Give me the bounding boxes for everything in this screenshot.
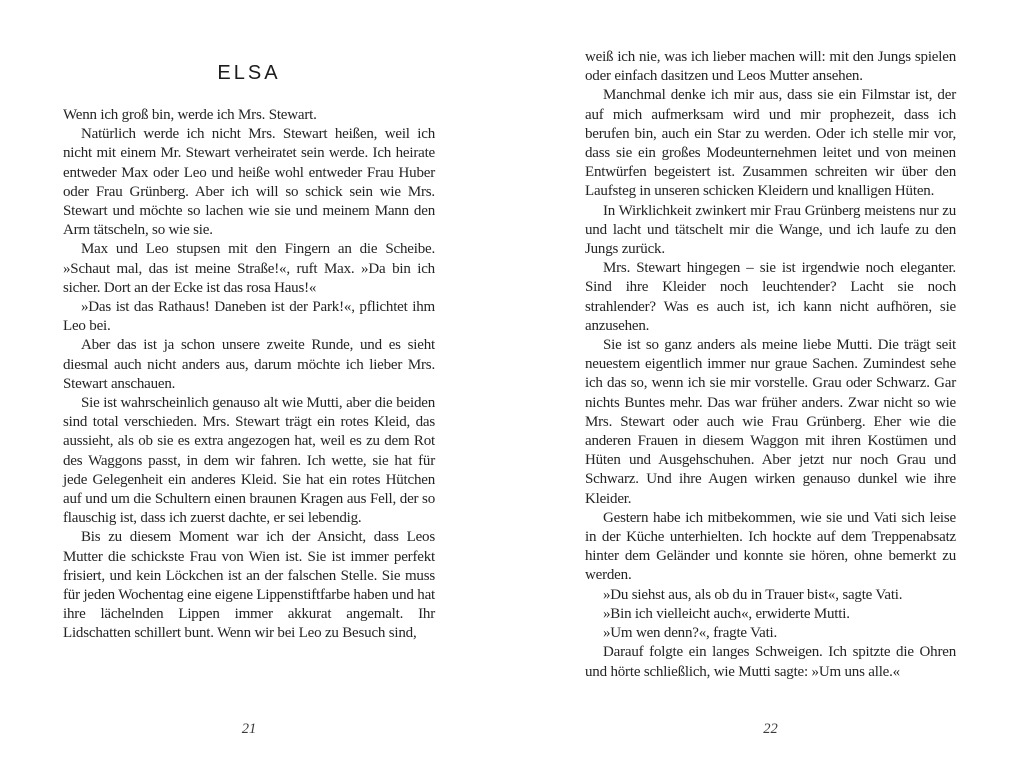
paragraph: In Wirklichkeit zwinkert mir Frau Grünberg meistens nur zu und lacht und tätschelt mir die Wange, und ich laufe zu den Jungs zurück. [585, 202, 956, 258]
paragraph: Manchmal denke ich mir aus, dass sie ein Filmstar ist, der auf mich aufmerksam wird und mir prophezeit, dass ich berufen bin, auch ein Star zu werden. Oder ich stelle mir vor, dass sie ein großes Modeunternehmen leitet und von meinen Entwürfen begeistert ist. Zusammen schreiten wir über den Laufsteg in unseren schicken Kleidern und knalligen Hüten. [585, 87, 956, 200]
paragraph: Natürlich werde ich nicht Mrs. Stewart heißen, weil ich nicht mit einem Mr. Stewart verheiratet sein werde. Ich heirate entweder Max oder Leo und heiße wohl entweder Frau Huber oder Frau Grünberg. Aber ich will so schick sein wie Mrs. Stewart und möchte so lachen wie sie und meinem Mann den Arm tätscheln, so wie sie. [63, 126, 435, 239]
paragraph: Mrs. Stewart hingegen – sie ist irgendwie noch eleganter. Sind ihre Kleider noch leuchtender? Lacht sie noch strahlender? Was es auch ist, ich kann nicht aufhören, sie anzusehen. [585, 260, 956, 334]
paragraph: Gestern habe ich mitbekommen, wie sie und Vati sich leise in der Küche unterhielten. Ich hockte auf dem Treppenabsatz hinter dem Geländer und konnte sie hören, ohne bemerkt zu werden. [585, 509, 956, 584]
paragraph: Sie ist so ganz anders als meine liebe Mutti. Die trägt seit neuestem eigentlich immer nur graue Sachen. Zumindest sehe ich das so, wenn ich sie mir vorstelle. Grau oder Schwarz. Gar nichts Buntes mehr. Das war früher anders. Zwar nicht so wie Mrs. Stewart oder auch wie Frau Grünberg. Eher wie die anderen Frauen in diesem Waggon mit ihren Kostümen und Hüten und Ausgehschuhen. Aber jetzt nur noch Grau und Schwarz. Und ihre Augen wirken genauso dunkel wie ihre Kleider. [585, 337, 956, 507]
page-left-body [63, 106, 435, 644]
paragraph: »Um wen denn?«, fragte Vati. [603, 625, 778, 642]
paragraph: »Bin ich vielleicht auch«, erwiderte Mutti. [603, 605, 850, 622]
page-right-body [585, 48, 956, 682]
paragraph: Max und Leo stupsen mit den Fingern an die Scheibe. »Schaut mal, das ist meine Straße!«, ruft Max. »Da bin ich sicher. Dort an der Ecke ist das rosa Haus!« [63, 241, 435, 296]
page-number-left: 21 [241, 721, 257, 737]
paragraph: Darauf folgte ein langes Schweigen. Ich spitzte die Ohren und hörte schließlich, wie Mutti sagte: »Um uns alle.« [585, 644, 956, 680]
paragraph: Aber das ist ja schon unsere zweite Runde, und es sieht diesmal auch nicht anders aus, darum möchte ich lieber Mrs. Stewart anschauen. [63, 337, 435, 392]
page-left [63, 0, 435, 775]
page-right [585, 0, 956, 775]
chapter-heading: ELSA [217, 62, 281, 84]
paragraph: Wenn ich groß bin, werde ich Mrs. Stewart. [63, 107, 317, 123]
paragraph: »Du siehst aus, als ob du in Trauer bist«, sagte Vati. [603, 586, 903, 603]
paragraph: weiß ich nie, was ich lieber machen will: mit den Jungs spielen oder einfach dasitzen und Leos Mutter ansehen. [585, 49, 956, 85]
page-number-right: 22 [763, 721, 778, 737]
paragraph: »Das ist das Rathaus! Daneben ist der Park!«, pflichtet ihm Leo bei. [63, 299, 435, 335]
paragraph: Bis zu diesem Moment war ich der Ansicht, dass Leos Mutter die schickste Frau von Wien ist. Sie ist immer perfekt frisiert, und kein Löckchen ist an der falschen Stelle. Sie muss für jeden Wochentag eine eigene Lippenstiftfarbe haben und hat ihre lächelnden Lippen immer akkurat angemalt. Ihr Lidschatten schillert bunt. Wenn wir bei Leo zu Besuch sind, [63, 529, 435, 642]
paragraph: Sie ist wahrscheinlich genauso alt wie Mutti, aber die beiden sind total verschieden. Mrs. Stewart trägt ein rotes Kleid, das aussieht, als ob sie es extra angezogen hat, weil es zu dem Rot des Waggons passt, in dem wir fahren. Ich wette, sie hat für jede Gelegenheit ein anderes Kleid. Sie hat ein rotes Hütchen auf und um die Schultern einen braunen Kragen aus Fell, der so flauschig ist, dass ich zuerst dachte, er sei lebendig. [63, 395, 435, 527]
